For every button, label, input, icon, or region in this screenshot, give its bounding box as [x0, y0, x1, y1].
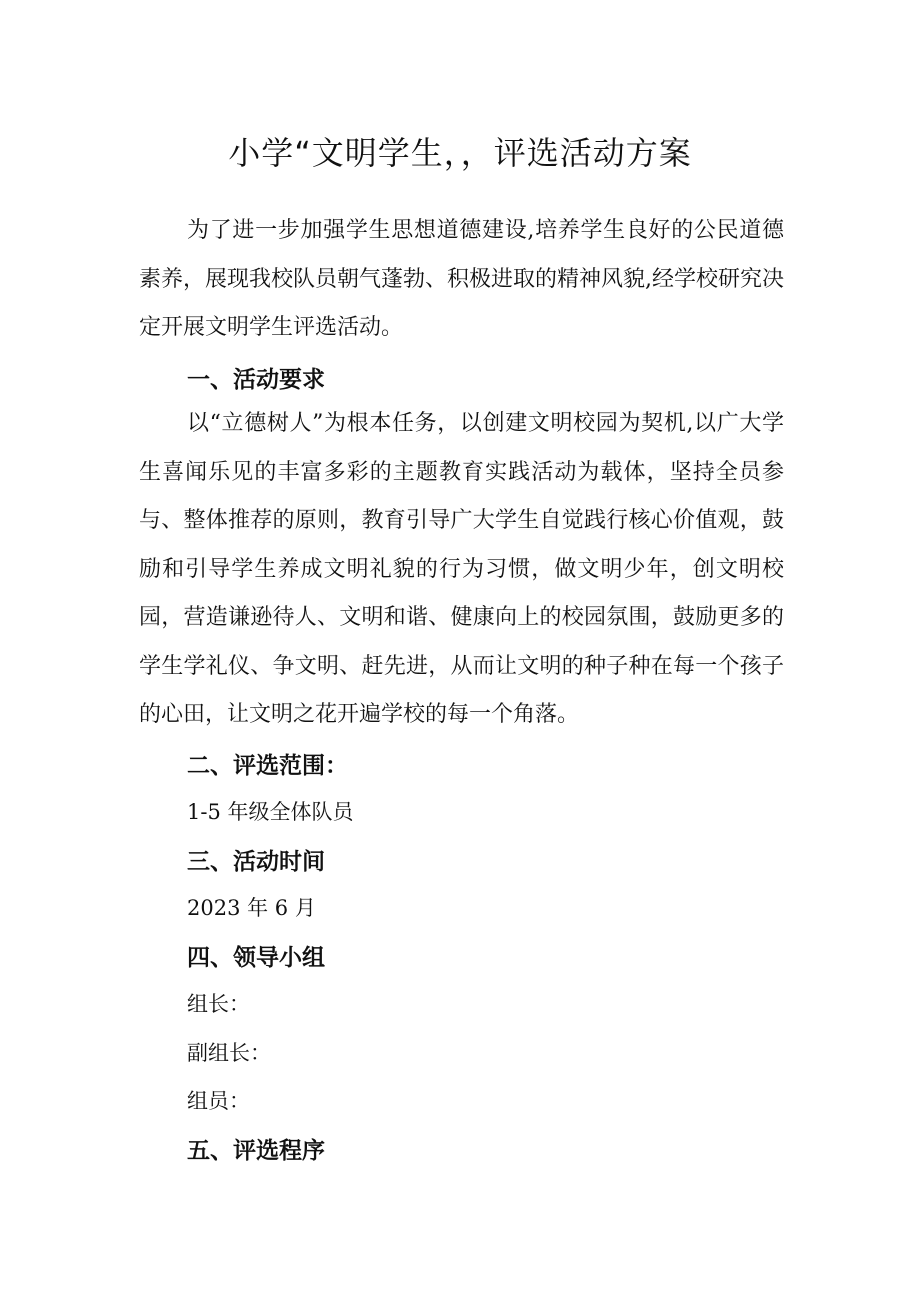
- requirements-paragraph: 以“立德树人”为根本任务，以创建文明校园为契机,以广大学生喜闻乐见的丰富多彩的主题教育实践活动为载体，坚持全员参与、整体推荐的原则，教育引导广大学生自觉践行核心价值观，鼓励和引导学生养成文明礼貌的行为习惯，做文明少年，创文明校园，营造谦逊待人、文明和谐、健康向上的校园氛围，鼓励更多的学生学礼仪、争文明、赶先进，从而让文明的种子种在每一个孩子的心田，让文明之花开遍学校的每一个角落。: [139, 411, 784, 727]
- intro-paragraph: 为了进一步加强学生思想道德建设,培养学生良好的公民道德素养，展现我校队员朝气蓬勃、积极进取的精神风貌,经学校研究决定开展文明学生评选活动。: [139, 218, 784, 340]
- time-text: 2023 年 6 月: [187, 896, 316, 920]
- scope-text: 1-5 年级全体队员: [187, 800, 354, 824]
- section-heading-leadership: 四、领导小组: [187, 945, 325, 971]
- members-line: 组员：: [187, 1089, 250, 1113]
- deputy-leader-line: 副组长：: [187, 1041, 271, 1065]
- section-heading-requirements: 一、活动要求: [187, 367, 325, 393]
- section-heading-time: 三、活动时间: [187, 849, 325, 875]
- section-heading-scope: 二、评选范围：: [187, 753, 348, 779]
- leader-line: 组长：: [187, 992, 250, 1016]
- section-heading-procedure: 五、评选程序: [187, 1138, 325, 1164]
- document-title: 小学“文明学生，，评选活动方案: [228, 134, 692, 172]
